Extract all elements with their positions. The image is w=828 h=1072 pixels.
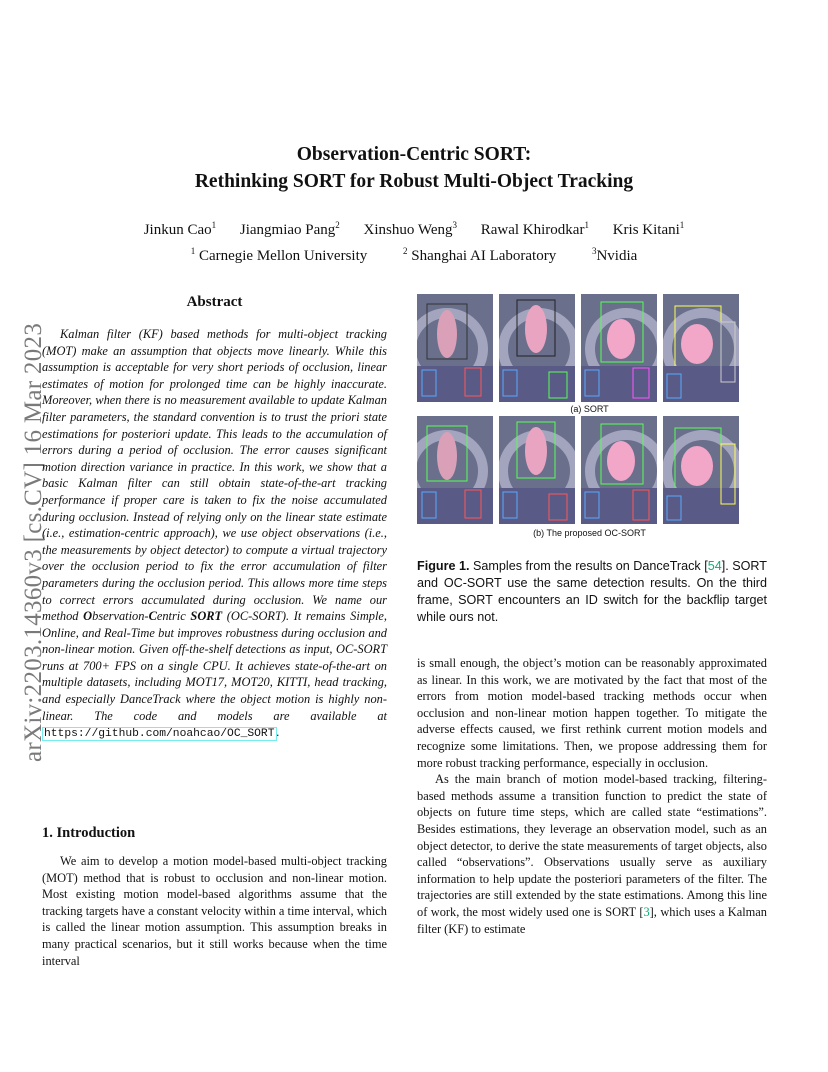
figure-frame bbox=[499, 416, 575, 524]
abstract-text: Kalman filter (KF) based methods for multi-object tracking (MOT) make an assumption that objects move linearly. While this assumption is acceptable for very short periods of occlusion, linear estimates of motion for prolonged time can be highly inaccurate. Moreover, when there is no measurement available to update Kalman filter parameters, the standard convention is to trust the priori state estimations for posteriori update. This leads to the accumulation of errors during a period of occlusion. The error causes significant motion direction variance in practice. In this work, we show that a basic Kalman filter can still obtain state-of-the-art tracking performance if proper care is taken to fix the noise accumulated during occlusion. Instead of relying only on the linear state estimate (i.e., estimation-centric approach), we use object observations (i.e., the measurements by object detector) to compute a virtual trajectory over the occlusion period to fix the error accumulation of filter parameters during the occlusion period. This allows more time steps to correct errors accumulated during occlusion. We name our method Observation-Centric SORT (OC-SORT). It remains Simple, Online, and Real-Time but improves robustness during occlusion and non-linear motion. Given off-the-shelf detections as input, OC-SORT runs at 700+ FPS on a single CPU. It achieves state-of-the-art on multiple datasets, including MOT17, MOT20, KITTI, head tracking, and especially DanceTrack where the object motion is highly non-linear. The code and models are available at https://github.com/noahcao/OC_SORT . bbox=[42, 327, 388, 741]
paragraph: is small enough, the object’s motion can be reasonably approximated as linear. In this work, we are motivated by the fact that most of the errors from motion model-based tracking methods occur when occlusion and non-linear motion happen together. To mitigate the adverse effects caused, we first rethink current motion models and recognize some limitations. Then, we propose addressing them for more robust tracking performance, especially in occlusion. bbox=[417, 656, 767, 770]
author: Rawal Khirodkar$^1$ bbox=[480, 220, 589, 238]
arxiv-side-label: arXiv:2203.14360v3 [cs.CV] 16 Mar 2023 bbox=[20, 322, 47, 762]
affiliation: $^3$Nvidia bbox=[591, 246, 638, 264]
author: Xinshuo Weng$^3$ bbox=[363, 220, 457, 238]
figure-frame bbox=[417, 416, 493, 524]
intro-paragraph: We aim to develop a motion model-based multi-object tracking (MOT) method that is robust to occlusion and non-linear motion. Most existing motion model-based algorithms assume that the tracking targets have a constant velocity within a time interval, which is called the linear motion assumption. This assumption breaks in many practical scenarios, but it still works because when the time interval bbox=[42, 854, 387, 968]
figure-row-sort bbox=[417, 294, 767, 402]
figure-frame bbox=[499, 294, 575, 402]
author-list bbox=[0, 215, 828, 241]
figure-frame bbox=[581, 294, 657, 402]
abstract-heading: Abstract bbox=[186, 294, 243, 310]
title-line-1: Observation-Centric SORT: bbox=[296, 144, 532, 165]
author: Jiangmiao Pang$^2$ bbox=[239, 220, 340, 238]
author-block bbox=[0, 215, 828, 267]
figure-1 bbox=[417, 294, 767, 538]
section-heading-introduction: 1. Introduction bbox=[42, 825, 136, 841]
title-line-2: Rethinking SORT for Robust Multi-Object Tracking bbox=[194, 171, 634, 192]
figure-frame bbox=[417, 294, 493, 402]
subcaption-a: (a) SORT bbox=[570, 404, 609, 414]
figure-row-ocsort bbox=[417, 416, 767, 524]
author: Jinkun Cao$^1$ bbox=[143, 220, 217, 238]
paragraph: As the main branch of motion model-based tracking, filtering-based methods assume a transition function to predict the state of objects on future time steps, which are called state “estimations”. Besides estimations, they leverage an observation model, such as an object detector, to derive the state measurements of target objects, also called “observations”. Observations usually serve as auxiliary information to help update the posteriori parameters of the filter. The trajectories are still extended by the state estimations. Among this line of work, the most widely used one is SORT [3], which uses a Kalman filter (KF) to estimate bbox=[417, 772, 767, 936]
paper-title bbox=[0, 141, 828, 195]
code-link[interactable]: https://github.com/noahcao/OC_SORT bbox=[44, 728, 275, 741]
affiliation: $^1$ Carnegie Mellon University bbox=[190, 246, 368, 264]
affiliation: $^2$ Shanghai AI Laboratory bbox=[403, 246, 557, 264]
figure-frame bbox=[581, 416, 657, 524]
subcaption-b: (b) The proposed OC-SORT bbox=[533, 528, 646, 538]
right-column-text bbox=[417, 655, 767, 937]
affiliation-list bbox=[0, 241, 828, 267]
figure-frame bbox=[663, 294, 739, 402]
figure-caption: Figure 1. Samples from the results on DanceTrack [54]. SORT and OC-SORT use the same detection results. On the third frame, SORT encounters an ID switch for the backflip target while ours not. bbox=[417, 559, 767, 624]
citation-link[interactable]: 3 bbox=[643, 904, 650, 919]
author: Kris Kitani$^1$ bbox=[612, 220, 685, 238]
citation-link[interactable]: 54 bbox=[707, 559, 722, 573]
figure-frame bbox=[663, 416, 739, 524]
